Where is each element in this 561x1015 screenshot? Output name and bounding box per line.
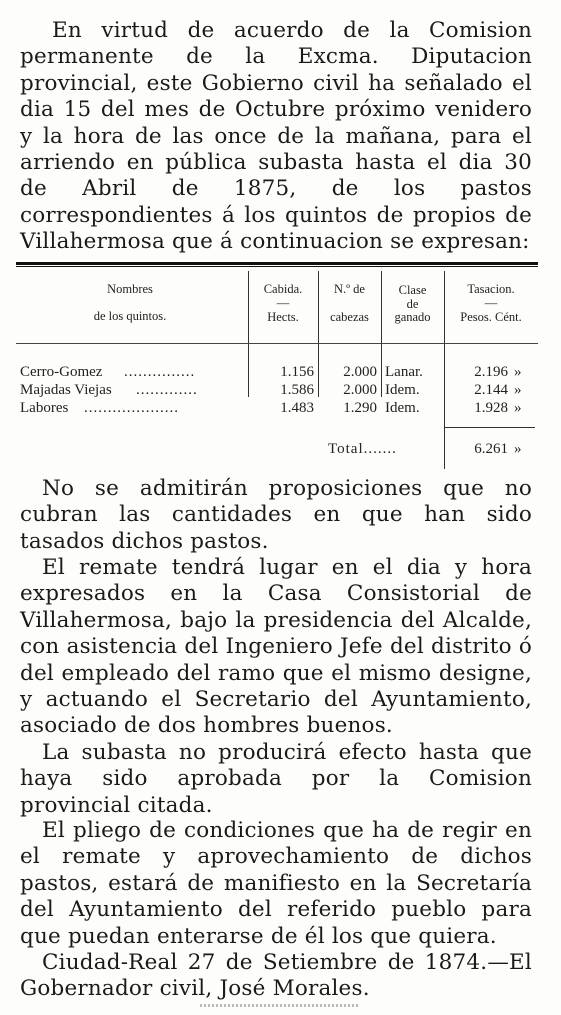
table-row-cabezas: 1.290 [343, 400, 377, 416]
header-clase-2: de [406, 297, 419, 311]
table-row-clase: Idem. [385, 382, 420, 398]
total-rule [445, 427, 535, 428]
table-row-cabida: 1.586 [280, 382, 314, 398]
paragraph-subasta: La subasta no producirá efecto hasta que haya sido aprobada por la Comision provincial citada. [20, 740, 532, 818]
table-row-mark: » [514, 382, 522, 398]
header-de-los-quintos: de los quintos. [93, 309, 167, 323]
table-row-cabezas: 2.000 [343, 382, 377, 398]
table-row-clase: Lanar. [385, 364, 423, 380]
total-value: 6.261 [474, 441, 508, 457]
header-tasacion-dash: — [484, 296, 498, 310]
table-row-name: Labores [20, 400, 69, 416]
table-row-name: Cerro-Gomez [20, 364, 103, 380]
table-row-dots: ............. [136, 382, 198, 398]
total-mark: » [514, 441, 522, 457]
table-row-cabida: 1.156 [280, 364, 314, 380]
header-pesos-cent: Pesos. Cént. [460, 310, 522, 324]
table-row-tasacion: 2.144 [474, 382, 508, 398]
table-row-clase: Idem. [385, 400, 420, 416]
table-top-rule [16, 262, 538, 267]
total-label: Total....... [328, 441, 397, 457]
table-header-rule [16, 343, 538, 344]
table-row-tasacion: 2.196 [474, 364, 508, 380]
intro-paragraph: En virtud de acuerdo de la Comision permanente de la Excma. Diputacion provincial, este Gobierno civil ha señalado el dia 15 del mes de Octubre próximo venidero y la hora de las once de la mañana, para el arriendo en pública subasta hasta el dia 30 de Abril de 1875, de los pastos correspondientes á los quintos de propios de Villahermosa que á continuacion se expresan: [20, 18, 532, 255]
header-cabida: Cabida. [263, 282, 303, 296]
table-row-cabezas: 2.000 [343, 364, 377, 380]
header-cabida-dash: — [276, 296, 290, 310]
table-row-dots: ............... [124, 364, 196, 380]
header-hects: Hects. [267, 310, 299, 324]
table-row-dots: .................... [84, 400, 179, 416]
footer-printer-mark [200, 1004, 360, 1007]
header-n-cabezas-1: N.º de [334, 282, 365, 296]
paragraph-remate: El remate tendrá lugar en el dia y hora expresados en la Casa Consistorial de Villahermosa, bajo la presidencia del Alcalde, con asistencia del Ingeniero Jefe del distrito ó del empleado del ramo que el mismo designe, y actuando el Secretario del Ayuntamiento, asociado de dos hombres buenos. [20, 555, 532, 739]
header-nombres: Nombres [107, 282, 153, 296]
table-row-tasacion: 1.928 [474, 400, 508, 416]
table-row-name: Majadas Viejas [20, 382, 112, 398]
column-divider [248, 271, 249, 397]
header-clase-1: Clase [398, 283, 427, 297]
paragraph-pliego: El pliego de condiciones que ha de regir en el remate y aprovechamiento de dichos pastos, estará de manifiesto en la Secretaría del Ayuntamiento del referido pueblo para que puedan enterarse de él los que quiera. [20, 818, 532, 949]
header-tasacion: Tasacion. [467, 282, 515, 296]
table-row-mark: » [514, 400, 522, 416]
paragraph-proposiciones: No se admitirán proposiciones que no cubran las cantidades en que han sido tasados dichos pastos. [20, 476, 532, 554]
header-n-cabezas-2: cabezas [330, 310, 369, 324]
table-row-cabida: 1.483 [280, 400, 314, 416]
header-clase-3: ganado [394, 310, 431, 324]
table-row-mark: » [514, 364, 522, 380]
paragraph-signature: Ciudad-Real 27 de Setiembre de 1874.—El Gobernador civil, José Morales. [20, 950, 532, 1002]
